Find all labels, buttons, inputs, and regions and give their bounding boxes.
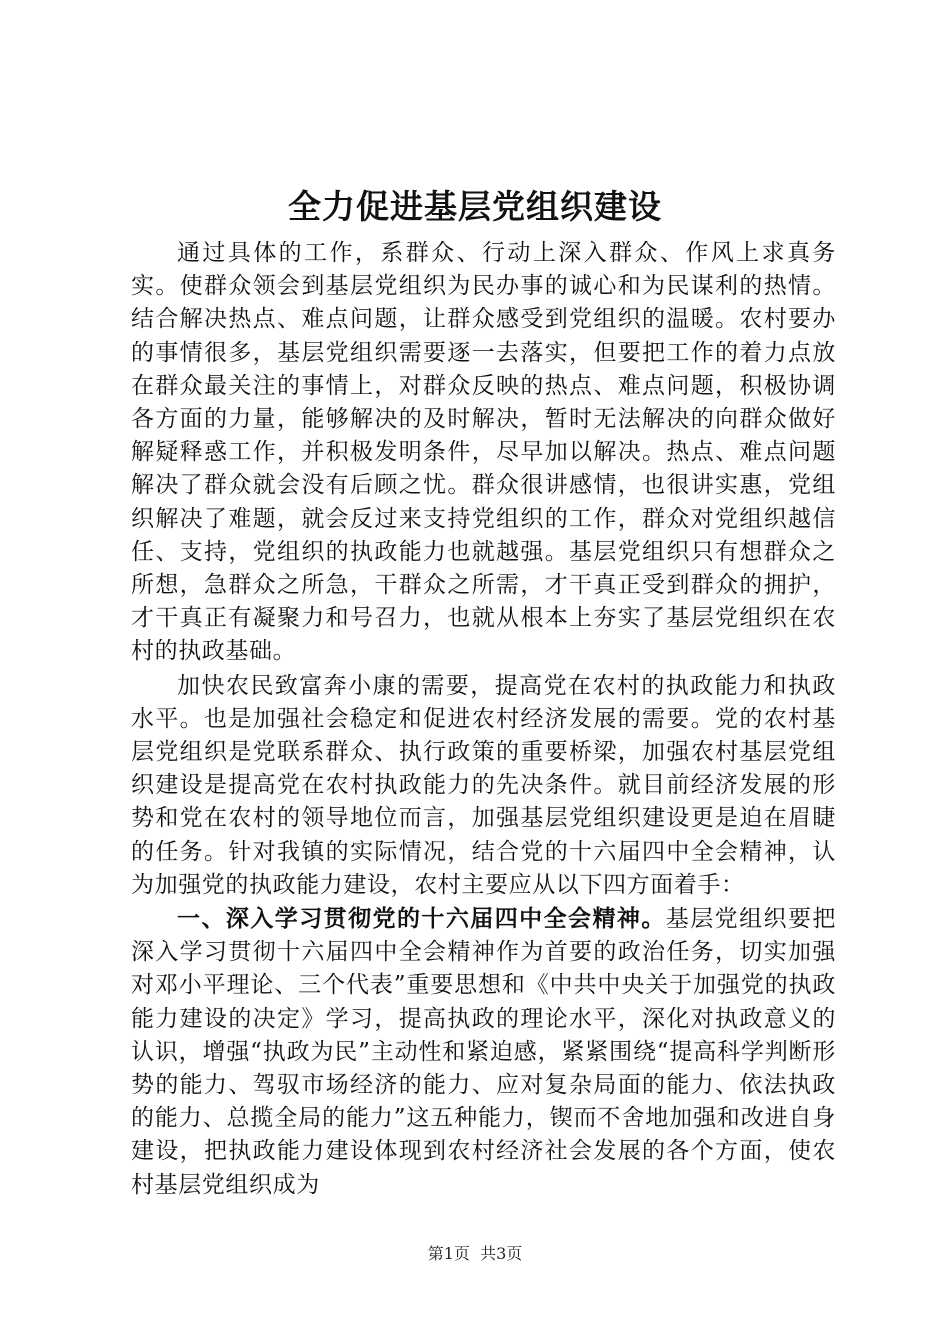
document-title: 全力促进基层党组织建设 <box>288 187 662 226</box>
page-footer <box>0 1242 950 1266</box>
paragraph-3-text: 基层党组织要把深入学习贯彻十六届四中全会精神作为首要的政治任务，切实加强对邓小平理论、三个代表”重要思想和《中共中央关于加强党的执政能力建设的决定》学习，提高执政的理论水平，深化对执政意义的认识，增强“执政为民”主动性和紧迫感，紧紧围绕“提高科学判断形势的能力、驾驭市场经济的能力、应对复杂局面的能力、依法执政的能力、总揽全局的能力”这五种能力，锲而不舍地加强和改进自身建设，把执政能力建设体现到农村经济社会发展的各个方面，使农村基层党组织成为 <box>131 906 837 1198</box>
paragraph-2 <box>131 669 836 902</box>
paragraph-1-text: 通过具体的工作，系群众、行动上深入群众、作风上求真务实。使群众领会到基层党组织为民办事的诚心和为民谋利的热情。结合解决热点、难点问题，让群众感受到党组织的温暖。农村要办的事情很多，基层党组织需要逐一去落实，但要把工作的着力点放在群众最关注的事情上，对群众反映的热点、难点问题，积极协调各方面的力量，能够解决的及时解决，暂时无法解决的向群众做好解疑释惑工作，并积极发明条件，尽早加以解决。热点、难点问题解决了群众就会没有后顾之忧。群众很讲感情，也很讲实惠，党组织解决了难题，就会反过来支持党组织的工作，群众对党组织越信任、支持，党组织的执政能力也就越强。基层党组织只有想群众之所想，急群众之所急，干群众之所需，才干真正受到群众的拥护，才干真正有凝聚力和号召力，也就从根本上夯实了基层党组织在农村的执政基础。 <box>131 240 836 665</box>
paragraph-3 <box>131 902 836 1202</box>
paragraph-3-lead: 一、深入学习贯彻党的十六届四中全会精神。 <box>177 905 666 933</box>
footer-spacer <box>470 1244 480 1263</box>
page-number: 第1页 <box>427 1244 470 1263</box>
page-total: 共3页 <box>480 1244 523 1263</box>
paragraph-1 <box>131 236 836 669</box>
document-body <box>131 236 836 1202</box>
paragraph-2-text: 加快农民致富奔小康的需要，提高党在农村的执政能力和执政水平。也是加强社会稳定和促进农村经济发展的需要。党的农村基层党组织是党联系群众、执行政策的重要桥梁，加强农村基层党组织建设是提高党在农村执政能力的先决条件。就目前经济发展的形势和党在农村的领导地位而言，加强基层党组织建设更是迫在眉睫的任务。针对我镇的实际情况，结合党的十六届四中全会精神，认为加强党的执政能力建设，农村主要应从以下四方面着手： <box>131 672 836 898</box>
